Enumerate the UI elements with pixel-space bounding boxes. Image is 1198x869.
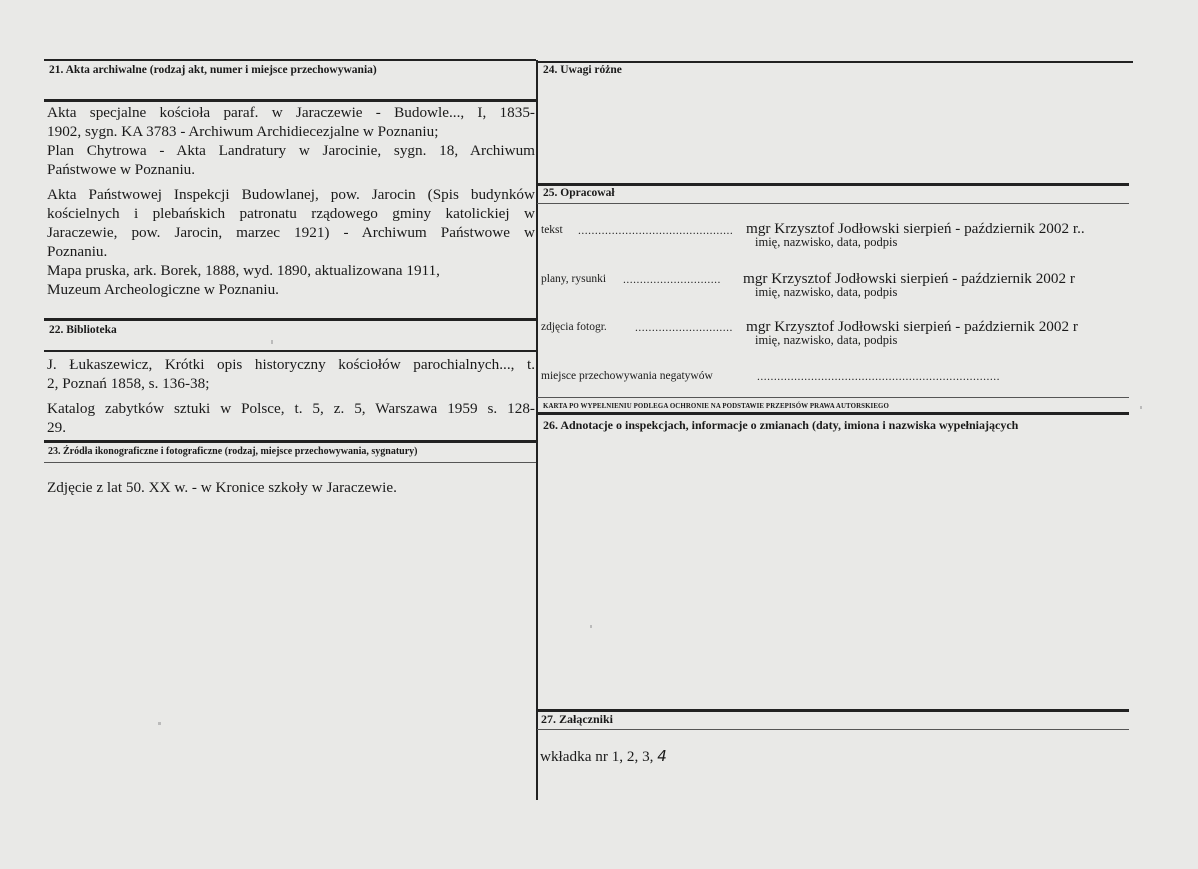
bibliography-line: 29. <box>47 419 66 436</box>
section-25-title: 25. Opracował <box>543 187 615 199</box>
rule-22-top <box>44 318 536 321</box>
scan-mark <box>590 625 592 628</box>
archival-line: Akta Państwowej Inspekcji Budowlanej, pow. Jarocin (Spis budynków <box>47 186 535 203</box>
bibliography-line: Katalog zabytków sztuki w Polsce, t. 5, z. 5, Warszawa 1959 s. 128- <box>47 400 535 417</box>
author-row-caption: imię, nazwisko, data, podpis <box>755 333 898 347</box>
archival-line: kościelnych i plebańskich patronatu rządowego gminy katolickiej w <box>47 205 535 222</box>
bibliography-line: J. Łukaszewicz, Krótki opis historyczny kościołów parochialnych..., t. <box>47 356 535 373</box>
archival-line: Państwowe w Poznaniu. <box>47 161 196 178</box>
archival-line: Poznaniu. <box>47 243 108 260</box>
rule-24-top <box>537 61 1133 63</box>
author-row-label: tekst <box>541 224 563 236</box>
rule-27-content <box>537 729 1129 730</box>
section-27-title: 27. Załączniki <box>541 712 614 726</box>
rule-27-top <box>537 709 1129 712</box>
section-24-title: 24. Uwagi różne <box>543 64 622 76</box>
rule-23-top <box>44 440 536 443</box>
section-22-title: 22. Biblioteka <box>49 324 117 336</box>
bibliography-line: 2, Poznań 1858, s. 136-38; <box>47 375 210 392</box>
section-26-title: 26. Adnotacje o inspekcjach, informacje o zmianach (daty, imiona i nazwiska wypełniających <box>543 418 1019 432</box>
archival-line: 1902, sygn. KA 3783 - Archiwum Archidiecezjalne w Poznaniu; <box>47 123 439 140</box>
rule-25-top <box>537 183 1129 186</box>
section-21-title: 21. Akta archiwalne (rodzaj akt, numer i miejsce przechowywania) <box>49 64 377 76</box>
rule-21-content <box>44 99 536 102</box>
rule-25-content <box>537 203 1129 204</box>
archival-line: Plan Chytrowa - Akta Landratury w Jarocinie, sygn. 18, Archiwum <box>47 142 535 159</box>
author-row-caption: imię, nazwisko, data, podpis <box>755 235 898 249</box>
archival-line: Akta specjalne kościoła paraf. w Jaraczewie - Budowle..., I, 1835- <box>47 104 535 121</box>
author-row-label: zdjęcia fotogr. <box>541 321 607 333</box>
author-row-dots: ............................. <box>623 274 721 286</box>
iconography-text: Zdjęcie z lat 50. XX w. - w Kronice szkoły w Jaraczewie. <box>47 479 397 496</box>
archival-line: Jaraczewie, pow. Jarocin, marzec 1921) - Archiwum Państwowe w <box>47 224 535 241</box>
attachments-printed: wkładka nr 1, 2, 3, <box>540 748 654 765</box>
rule-22-content <box>44 350 536 352</box>
author-row-caption: imię, nazwisko, data, podpis <box>755 285 898 299</box>
copyright-notice: KARTA PO WYPEŁNIENIU PODLEGA OCHRONIE NA PODSTAWIE PRZEPISÓW PRAWA AUTORSKIEGO <box>543 403 889 410</box>
author-row-label: plany, rysunki <box>541 273 607 285</box>
column-divider <box>536 60 538 800</box>
archival-line: Muzeum Archeologiczne w Poznaniu. <box>47 281 279 298</box>
scan-mark <box>158 722 161 725</box>
negatives-dots: ........................................................................ <box>757 371 1000 383</box>
scan-mark <box>1140 406 1142 409</box>
rule-26-top <box>537 412 1129 415</box>
section-23-title: 23. Źródła ikonograficzne i fotograficzne (rodzaj, miejsce przechowywania, sygnatury) <box>48 446 418 457</box>
rule-21-top <box>44 59 536 61</box>
author-row-value: mgr Krzysztof Jodłowski sierpień - październik 2002 r <box>746 318 1078 335</box>
author-row-value: mgr Krzysztof Jodłowski sierpień - październik 2002 r <box>743 270 1075 287</box>
attachments-text <box>540 747 667 767</box>
archival-line: Mapa pruska, ark. Borek, 1888, wyd. 1890, aktualizowana 1911, <box>47 262 440 279</box>
author-row-value: mgr Krzysztof Jodłowski sierpień - październik 2002 r.. <box>746 220 1085 237</box>
author-row-dots: ............................. <box>635 322 733 334</box>
scan-mark <box>271 340 273 344</box>
rule-23-content <box>44 462 536 463</box>
author-row-dots: .............................................. <box>578 225 734 237</box>
rule-copyright-top <box>537 397 1129 398</box>
attachments-handwritten: 4 <box>657 747 667 765</box>
negatives-label: miejsce przechowywania negatywów <box>541 370 713 382</box>
